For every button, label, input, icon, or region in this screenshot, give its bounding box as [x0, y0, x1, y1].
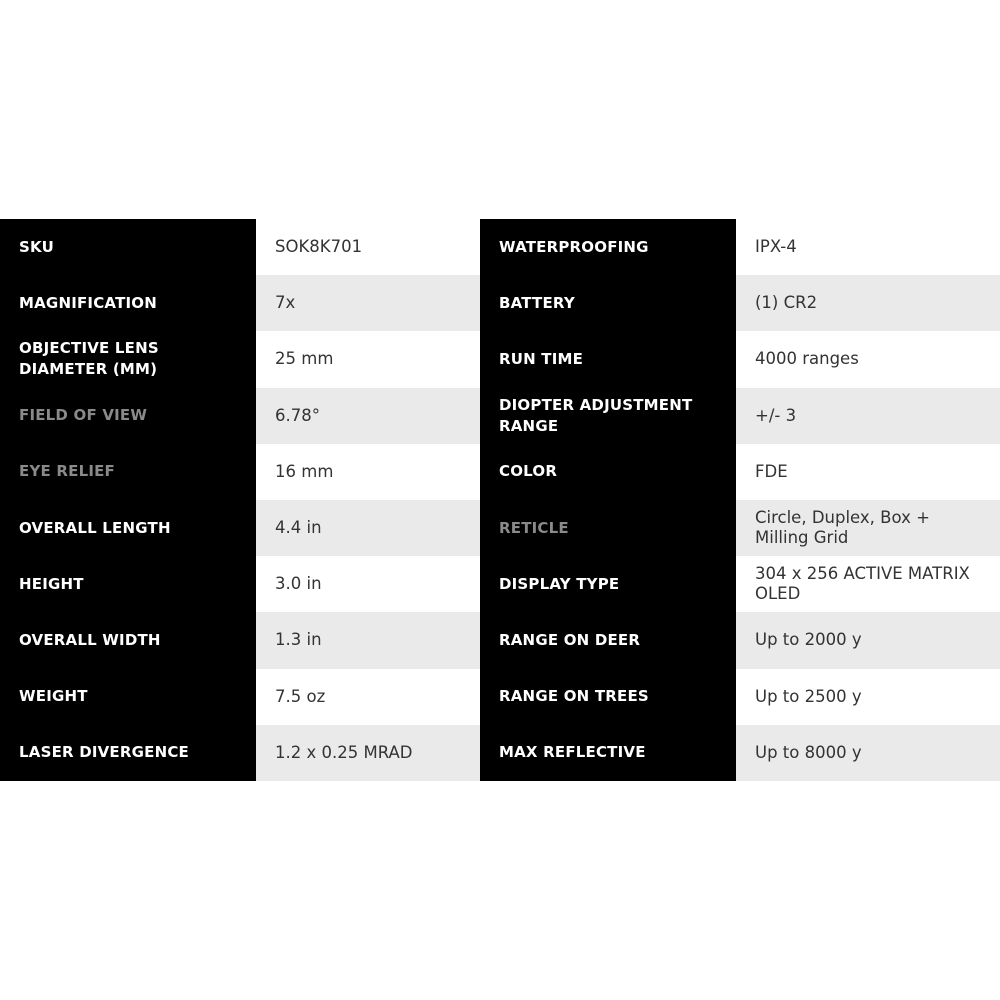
spec-table-left: [0, 219, 480, 781]
spec-sheet: [0, 219, 1000, 781]
spec-row: [0, 500, 480, 556]
spec-label: OVERALL WIDTH: [0, 612, 256, 668]
spec-label: OVERALL LENGTH: [0, 500, 256, 556]
spec-label: WATERPROOFING: [480, 219, 736, 275]
spec-row: [0, 275, 480, 331]
spec-label: MAX REFLECTIVE: [480, 725, 736, 781]
spec-value: 1.2 x 0.25 MRAD: [256, 725, 480, 781]
spec-label: MAGNIFICATION: [0, 275, 256, 331]
spec-value: 25 mm: [256, 331, 480, 387]
spec-row: [480, 331, 1000, 387]
spec-table-right: [480, 219, 1000, 781]
spec-label: COLOR: [480, 444, 736, 500]
spec-label: RANGE ON TREES: [480, 669, 736, 725]
spec-row: [0, 444, 480, 500]
spec-row: [480, 275, 1000, 331]
spec-value: 4000 ranges: [736, 331, 1000, 387]
spec-row: [0, 669, 480, 725]
spec-label: BATTERY: [480, 275, 736, 331]
spec-row: [480, 388, 1000, 444]
spec-value: Circle, Duplex, Box + Milling Grid: [736, 500, 1000, 556]
spec-row: [0, 612, 480, 668]
spec-row: [480, 669, 1000, 725]
spec-label: LASER DIVERGENCE: [0, 725, 256, 781]
spec-label: SKU: [0, 219, 256, 275]
spec-row: [0, 725, 480, 781]
spec-label: HEIGHT: [0, 556, 256, 612]
spec-value: Up to 2500 y: [736, 669, 1000, 725]
spec-row: [480, 444, 1000, 500]
spec-row: [480, 500, 1000, 556]
spec-label: RUN TIME: [480, 331, 736, 387]
spec-value: 7x: [256, 275, 480, 331]
spec-label: DIOPTER ADJUSTMENT RANGE: [480, 388, 736, 444]
spec-value: (1) CR2: [736, 275, 1000, 331]
spec-label: EYE RELIEF: [0, 444, 256, 500]
spec-value: 1.3 in: [256, 612, 480, 668]
spec-label: RETICLE: [480, 500, 736, 556]
spec-row: [0, 556, 480, 612]
spec-label: DISPLAY TYPE: [480, 556, 736, 612]
spec-row: [480, 725, 1000, 781]
spec-value: 6.78°: [256, 388, 480, 444]
spec-row: [0, 388, 480, 444]
spec-row: [480, 556, 1000, 612]
spec-value: Up to 8000 y: [736, 725, 1000, 781]
spec-label: WEIGHT: [0, 669, 256, 725]
spec-row: [0, 331, 480, 387]
spec-value: FDE: [736, 444, 1000, 500]
spec-label: RANGE ON DEER: [480, 612, 736, 668]
spec-row: [480, 219, 1000, 275]
spec-row: [480, 612, 1000, 668]
spec-value: SOK8K701: [256, 219, 480, 275]
spec-value: 4.4 in: [256, 500, 480, 556]
spec-value: +/- 3: [736, 388, 1000, 444]
spec-value: 3.0 in: [256, 556, 480, 612]
spec-value: 16 mm: [256, 444, 480, 500]
spec-value: 7.5 oz: [256, 669, 480, 725]
spec-value: Up to 2000 y: [736, 612, 1000, 668]
spec-value: 304 x 256 ACTIVE MATRIX OLED: [736, 556, 1000, 612]
spec-label: FIELD OF VIEW: [0, 388, 256, 444]
spec-row: [0, 219, 480, 275]
spec-label: OBJECTIVE LENS DIAMETER (MM): [0, 331, 256, 387]
spec-value: IPX-4: [736, 219, 1000, 275]
